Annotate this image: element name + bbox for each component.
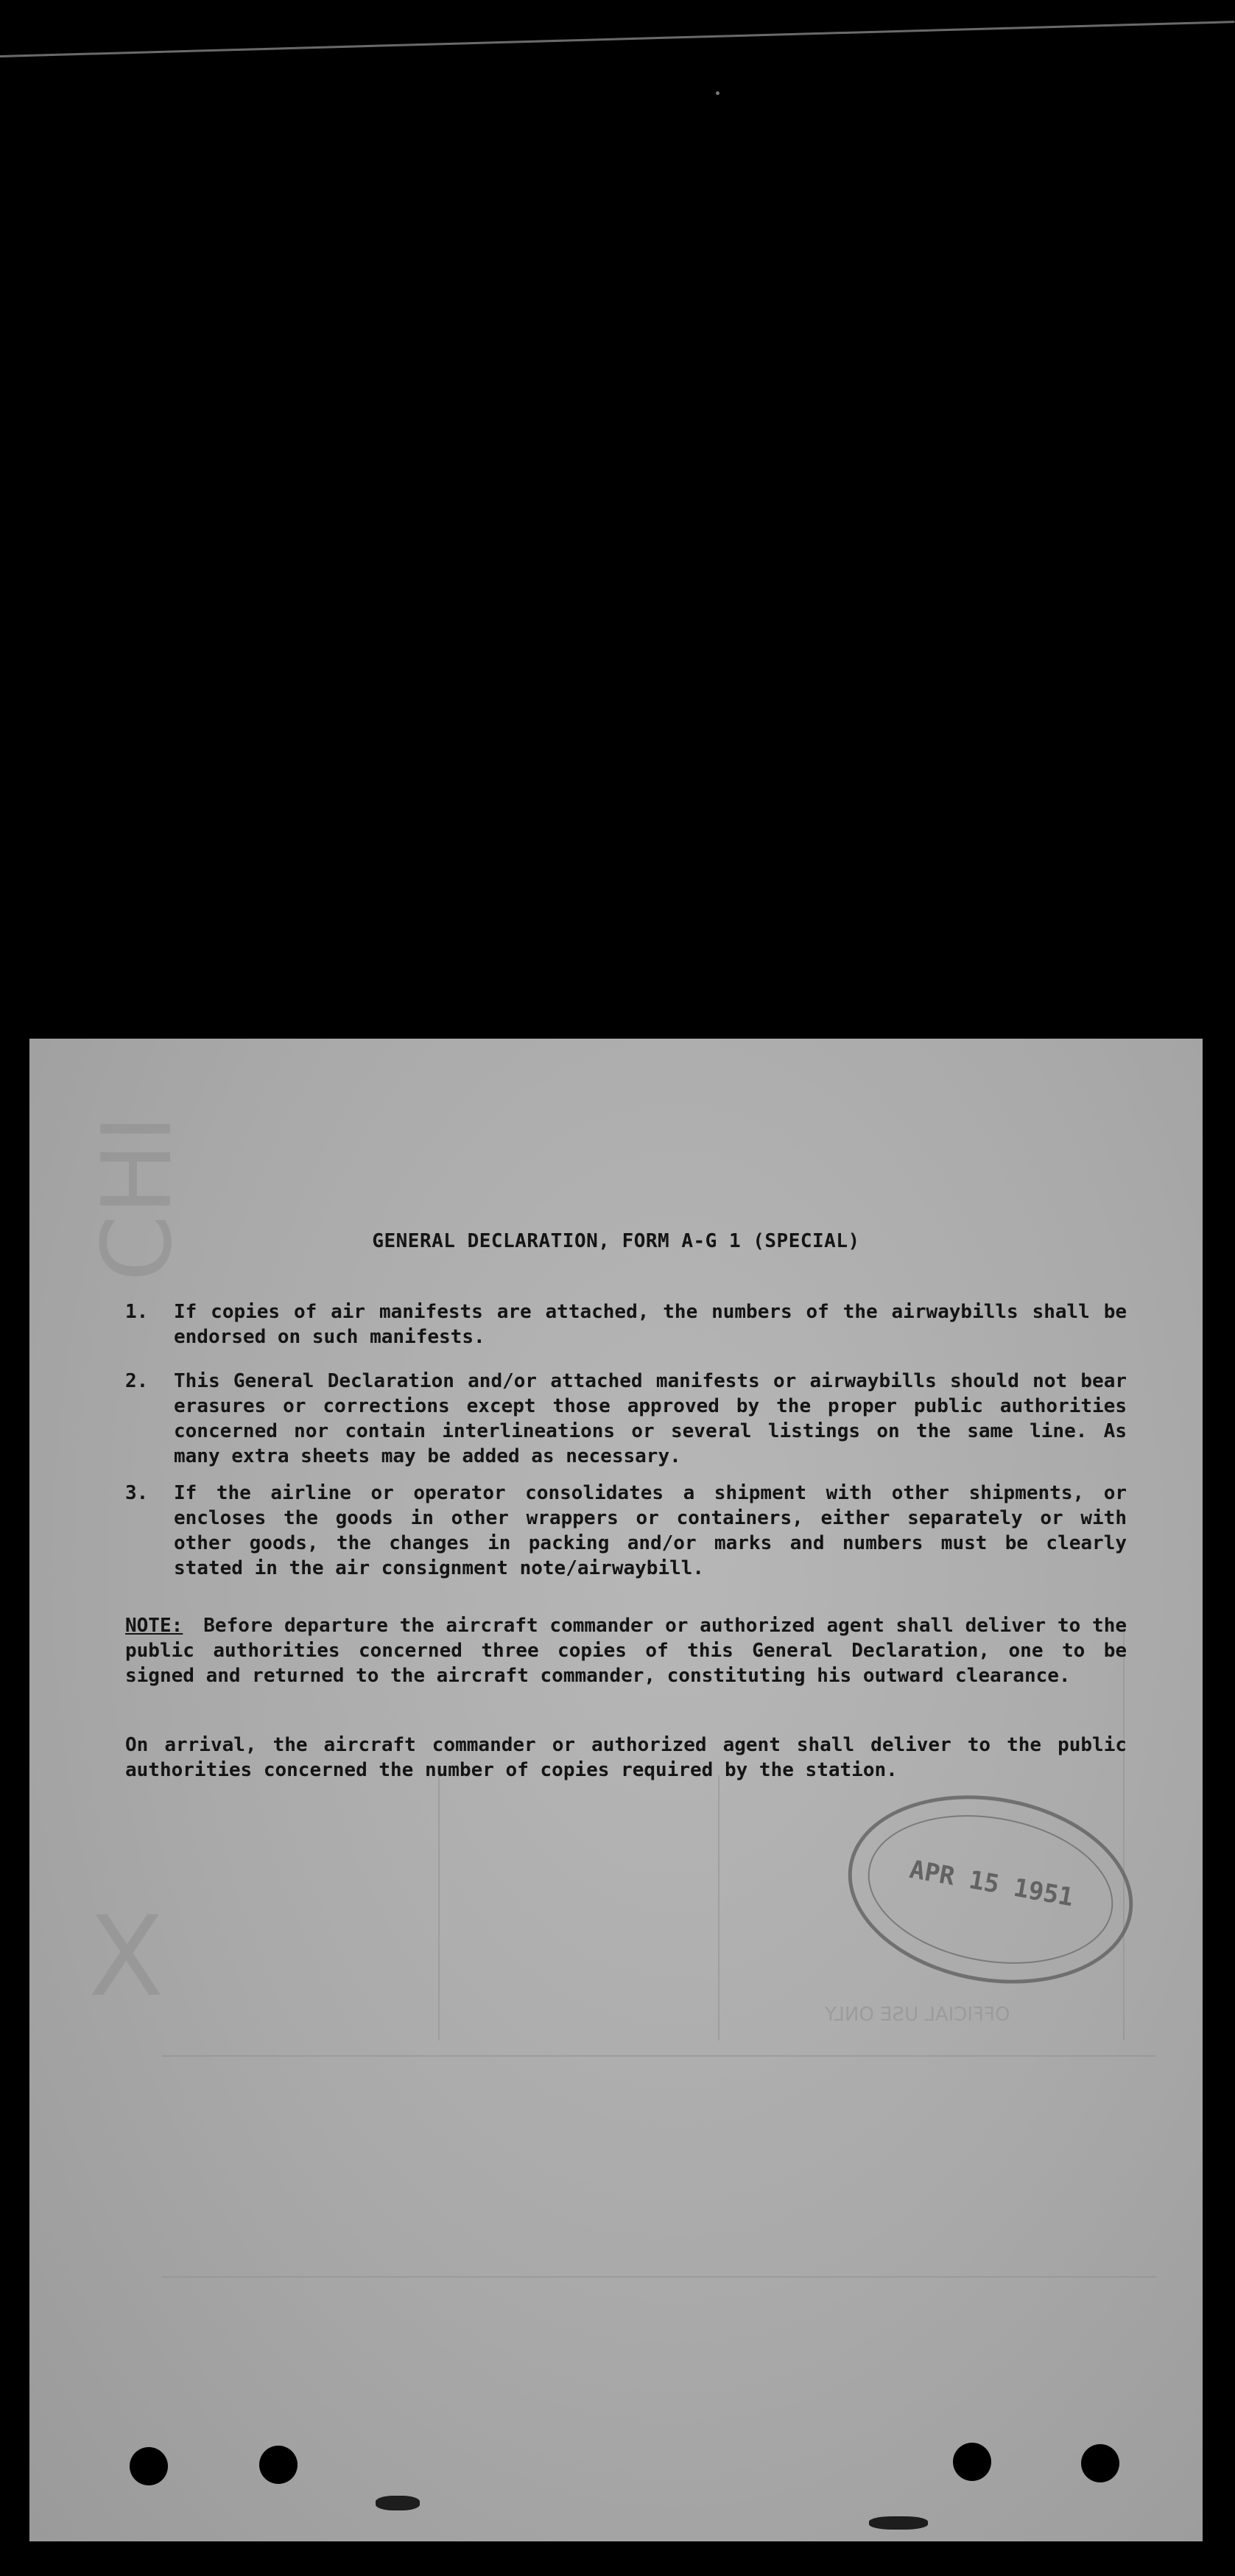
instruction-item [125, 1481, 1127, 1581]
film-edge-line [0, 21, 1234, 57]
bleed-through-line [438, 1775, 440, 2040]
bleed-through-official-use: OFFICIAL USE ONLY [825, 2004, 1010, 2026]
form-title: GENERAL DECLARATION, FORM A-G 1 (SPECIAL) [372, 1230, 860, 1252]
bleed-through-letters: CHI [81, 1115, 193, 1282]
note-text: Before departure the aircraft commander or authorized agent shall deliver to the public authorities concerned three copies of this General Declaration, one to be signed and returned to the aircraft commander, constituting his outward clearance. [125, 1615, 1127, 1687]
document-sheet [29, 1039, 1203, 2541]
edge-smudge [869, 2516, 928, 2530]
note-paragraph [125, 1613, 1127, 1688]
punch-hole [953, 2443, 991, 2481]
note-label: NOTE: [125, 1615, 183, 1637]
bleed-through-line [718, 1775, 719, 2040]
punch-hole [1081, 2444, 1119, 2482]
bleed-through-letter-x: X [88, 1893, 164, 2021]
edge-smudge [376, 2496, 420, 2510]
customs-stamp [833, 1774, 1147, 2005]
arrival-paragraph: On arrival, the aircraft commander or authorized agent shall deliver to the public authorities concerned the number of copies required by the station. [125, 1734, 1127, 1781]
bleed-through-line [162, 2055, 1156, 2057]
item-text: If the airline or operator consolidates a shipment with other shipments, or encloses the goods in other wrappers or containers, either separately or with other goods, the changes in packing and/or marks and numbers must be clearly stated in the air consignment note/airwaybill. [174, 1482, 1127, 1579]
item-number: 2. [125, 1370, 149, 1392]
item-text: If copies of air manifests are attached, the numbers of the airwaybills shall be endorsed on such manifests. [174, 1301, 1127, 1348]
item-text: This General Declaration and/or attached manifests or airwaybills should not bear erasures or corrections except those approved by the proper public authorities concerned nor contain interlineations or several listings on the same line. As many extra sheets may be added as necessary. [174, 1370, 1127, 1467]
film-speck [716, 91, 719, 95]
bleed-through-line [1123, 1628, 1125, 2040]
item-number: 1. [125, 1301, 149, 1323]
punch-hole [130, 2447, 168, 2485]
instruction-item [125, 1299, 1127, 1350]
stamp-date: APR 15 1951 [907, 1854, 1076, 1913]
punch-hole [259, 2446, 298, 2484]
instruction-item [125, 1369, 1127, 1469]
bleed-through-line [162, 2276, 1156, 2278]
item-number: 3. [125, 1482, 149, 1504]
